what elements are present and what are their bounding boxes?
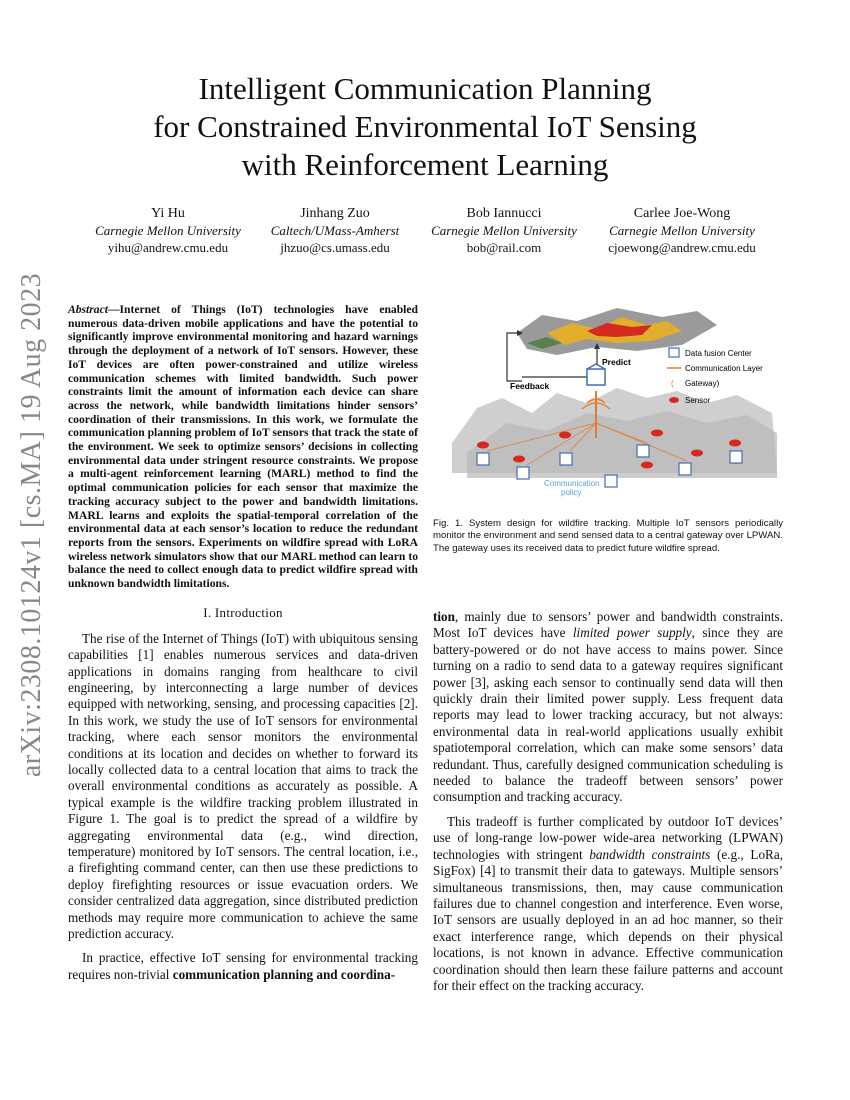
author-3: [404, 205, 604, 256]
author-email: yihu@andrew.cmu.edu: [107, 240, 229, 255]
author-name: Yi Hu: [151, 206, 185, 221]
right-paragraph-2: [433, 814, 783, 994]
right-p2-text-b: (e.g., LoRa, SigFox) [4] to transmit their data to gateways. Multiple sensors’ simultaneous transmissions, then, may cause communication failures due to channel congestion and interference. Even worse, IoT sensors are usually deployed in an ad hoc manner, so their exact interference range, which depends on their physical locations, is not known in advance. Effective communication coordination should then learn these failure patterns and account for their effect on the tracking accuracy.: [433, 846, 784, 993]
author-email: bob@rail.com: [466, 240, 542, 255]
feedback-label: Feedback: [510, 381, 550, 391]
intro-paragraph-2: [68, 950, 418, 983]
right-p1-bold: tion: [433, 609, 455, 624]
author-name: Bob Iannucci: [466, 206, 542, 221]
right-p2-italic: bandwidth constraints: [589, 846, 711, 862]
intro-paragraph-1: The rise of the Internet of Things (IoT) with ubiquitous sensing capabilities [1] enables numerous services and data-driven applications in domains ranging from healthcare to civil engineering, by interconnecting a large number of devices equipped with networking, sensing, and processing capacities [2]. In this work, we study the use of IoT sensors for environmental tracking, where each sensor monitors the environmental conditions at its location and decides on whether to forward its locally collected data to a central location that aims to track the overall environmental conditions as accurately as possible. A typical example is the wildfire tracking problem illustrated in Figure 1. The goal is to predict the spread of a wildfire by aggregating environmental data (e.g., wind direction, temperature) monitored by IoT sensors. The central location, i.e., a firefighting command center, can then use these predictions to deploy firefighting resources or issue evacuation orders. We consider centralized data aggregation, since distributed prediction methods may require more communication to achieve the same prediction accuracy.: [68, 630, 418, 942]
author-email: jhzuo@cs.umass.edu: [280, 240, 390, 255]
author-affiliation: Carnegie Mellon University: [609, 223, 755, 238]
wildfire-map-image: [517, 308, 717, 355]
intro-p2-bold: communication planning and coordina-: [172, 966, 396, 982]
legend-sensor-label: Sensor: [685, 396, 711, 405]
legend-fusion-icon: [669, 348, 679, 357]
author-block: [0, 205, 850, 265]
legend-gateway-paren: (: [671, 379, 674, 388]
abstract: [68, 303, 418, 591]
author-affiliation: Caltech/UMass-Amherst: [270, 223, 400, 238]
legend-fusion-label: Data fusion Center: [685, 349, 752, 358]
policy-label-line-2: policy: [561, 488, 582, 497]
right-p1-italic: limited power supply: [572, 625, 692, 641]
arxiv-id: arXiv:2308.10124v1 [cs.MA] 19 Aug 2023: [16, 272, 47, 778]
title-line-1: Intelligent Communication Planning: [198, 71, 652, 106]
author-affiliation: Carnegie Mellon University: [431, 223, 577, 238]
author-email: cjoewong@andrew.cmu.edu: [608, 240, 756, 255]
paper-title: [0, 70, 850, 184]
left-column: [68, 303, 418, 991]
arxiv-sidebar-stamp: [14, 272, 50, 778]
right-paragraph-1: [433, 609, 783, 806]
figure-1-system-diagram: [447, 303, 783, 515]
right-p2-text-a: This tradeoff is further complicated by outdoor IoT devices’ use of long-range low-power wide-area networking (LPWAN) technologies with stringent: [433, 813, 783, 862]
data-fusion-center-cube-icon: [587, 364, 605, 385]
legend-sensor-icon: [669, 397, 679, 403]
legend-gateway-label: Gateway): [685, 379, 720, 388]
author-4: [582, 205, 782, 256]
author-name: Carlee Joe-Wong: [633, 206, 731, 221]
terrain-image: [452, 388, 777, 478]
section-heading-introduction: I. Introduction: [203, 604, 283, 620]
right-column-text: [433, 609, 783, 1002]
author-name: Jinhang Zuo: [300, 206, 370, 221]
right-p1-text-b: , since they are battery-powered or do not have access to mains power. Since turning on a radio to send data to a gateway requires significant power [3], asking each sensor to continually send data will then quickly drain their limited power supply. Less frequent data reports may lead to lower tracking accuracy, but not always: environmental data in real-world applications usually exhibit spatiotemporal correlation, which can make some sensors’ data redundant. Thus, carefully designed communication scheduling is needed to balance the tradeoff between sensors’ power consumption and tracking accuracy.: [433, 625, 784, 805]
policy-label-line-1: Communication: [544, 479, 600, 488]
right-p1-text-a: , mainly due to sensors’ power and bandwidth constraints. Most IoT devices have: [433, 609, 783, 641]
figure-1-caption: Fig. 1. System design for wildfire tracking. Multiple IoT sensors periodically monitor the environment and send sensed data to a central gateway over LPWAN. The gateway uses its received data to predict future wildfire spread.: [433, 518, 783, 554]
title-line-3: with Reinforcement Learning: [241, 147, 609, 182]
abstract-lead: Abstract: [68, 303, 108, 316]
abstract-text: —Internet of Things (IoT) technologies have enabled numerous data-driven mobile applications and have the potential to significantly improve environmental monitoring and hazard warnings through the deployment of a network of IoT sensors. However, these IoT devices are often power-constrained and utilize wireless communication schemes with limited bandwidth. Such power constraints limit the amount of information each device can share across the network, while bandwidth limitations hinder sensors’ coordination of their transmissions. In this work, we formulate the communication planning problem of IoT sensors that track the state of the environment. We seek to optimize sensors’ decisions in collecting environmental data under stringent resource constraints. We propose a multi-agent reinforcement learning (MARL) method to find the optimal communication policies for each sensor that maximize the tracking accuracy subject to the power and bandwidth limitations. MARL learns and exploits the spatial-temporal correlation of the environmental data at each sensor’s location to reduce the redundant reports from the sensors. Experiments on wildfire spread with LoRA wireless network simulators show that our MARL method can learn to balance the need to collect enough data to predict wildfire spread with unknown bandwidth limitations.: [68, 303, 418, 591]
author-affiliation: Carnegie Mellon University: [95, 223, 241, 238]
title-line-2: for Constrained Environmental IoT Sensing: [153, 109, 697, 144]
legend-comm-label: Communication Layer: [685, 364, 763, 373]
predict-label: Predict: [602, 357, 631, 367]
intro-left-text: [68, 631, 418, 984]
intro-p2-text: In practice, effective IoT sensing for environmental tracking requires non-trivial: [68, 950, 418, 982]
